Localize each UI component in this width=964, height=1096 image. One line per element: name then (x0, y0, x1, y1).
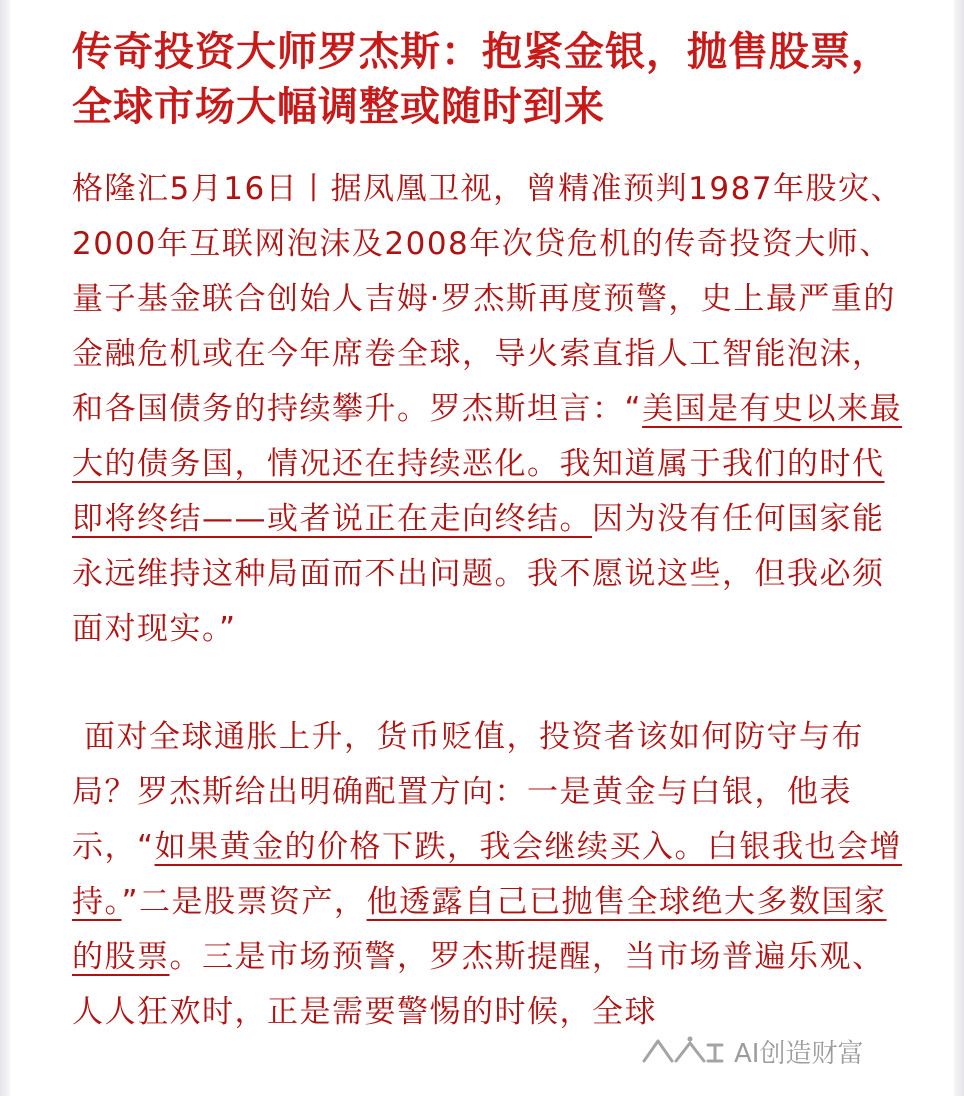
left-frame-edge (0, 0, 10, 1096)
paragraph-2-tail: 。三是市场预警，罗杰斯提醒，当市场普遍乐观、人人狂欢时，正是需要警惕的时候，全球 (72, 939, 885, 1030)
article (72, 24, 916, 1040)
right-frame-edge (954, 0, 964, 1096)
paragraph-2-mid: ”二是股票资产， (121, 884, 367, 920)
paragraph-1-lead: 格隆汇5月16日丨据凤凰卫视，曾精准预判1987年股灾、2000年互联网泡沫及2008年次贷危机的传奇投资大师、量子基金联合创始人吉姆·罗杰斯再度预警，史上最严重的金融危机或在今年席卷全球，导火索直指人工智能泡沫，和各国债务的持续攀升。罗杰斯坦言：“ (72, 171, 904, 427)
ai-sparkle-logo-icon (640, 1035, 726, 1067)
paragraph-1-tail: 因为没有任何国家能永远维持这种局面而不出问题。我不愿说这些，但我必须面对现实。” (72, 501, 885, 647)
paragraph-1-quote: 美国是有史以来最大的债务国，情况还在持续恶化。我知道属于我们的时代即将终结——或者说正在走向终结。 (72, 391, 903, 537)
article-title: 传奇投资大师罗杰斯：抱紧金银，抛售股票，全球市场大幅调整或随时到来 (72, 28, 892, 130)
paragraph-2-quote-2: 他透露自己已抛售全球绝大多数国家的股票 (72, 884, 887, 975)
paragraph-2-lead: 面对全球通胀上升，货币贬值，投资者该如何防守与布局？罗杰斯给出明确配置方向：一是黄金与白银，他表示，“ (72, 719, 864, 865)
article-paragraph-1 (72, 162, 916, 657)
watermark (640, 1034, 863, 1068)
paragraph-2-quote-1: 如果黄金的价格下跌，我会继续买入。白银我也会增持。 (72, 829, 903, 920)
article-paragraph-2 (72, 710, 916, 1040)
watermark-text: AI创造财富 (734, 1038, 864, 1069)
